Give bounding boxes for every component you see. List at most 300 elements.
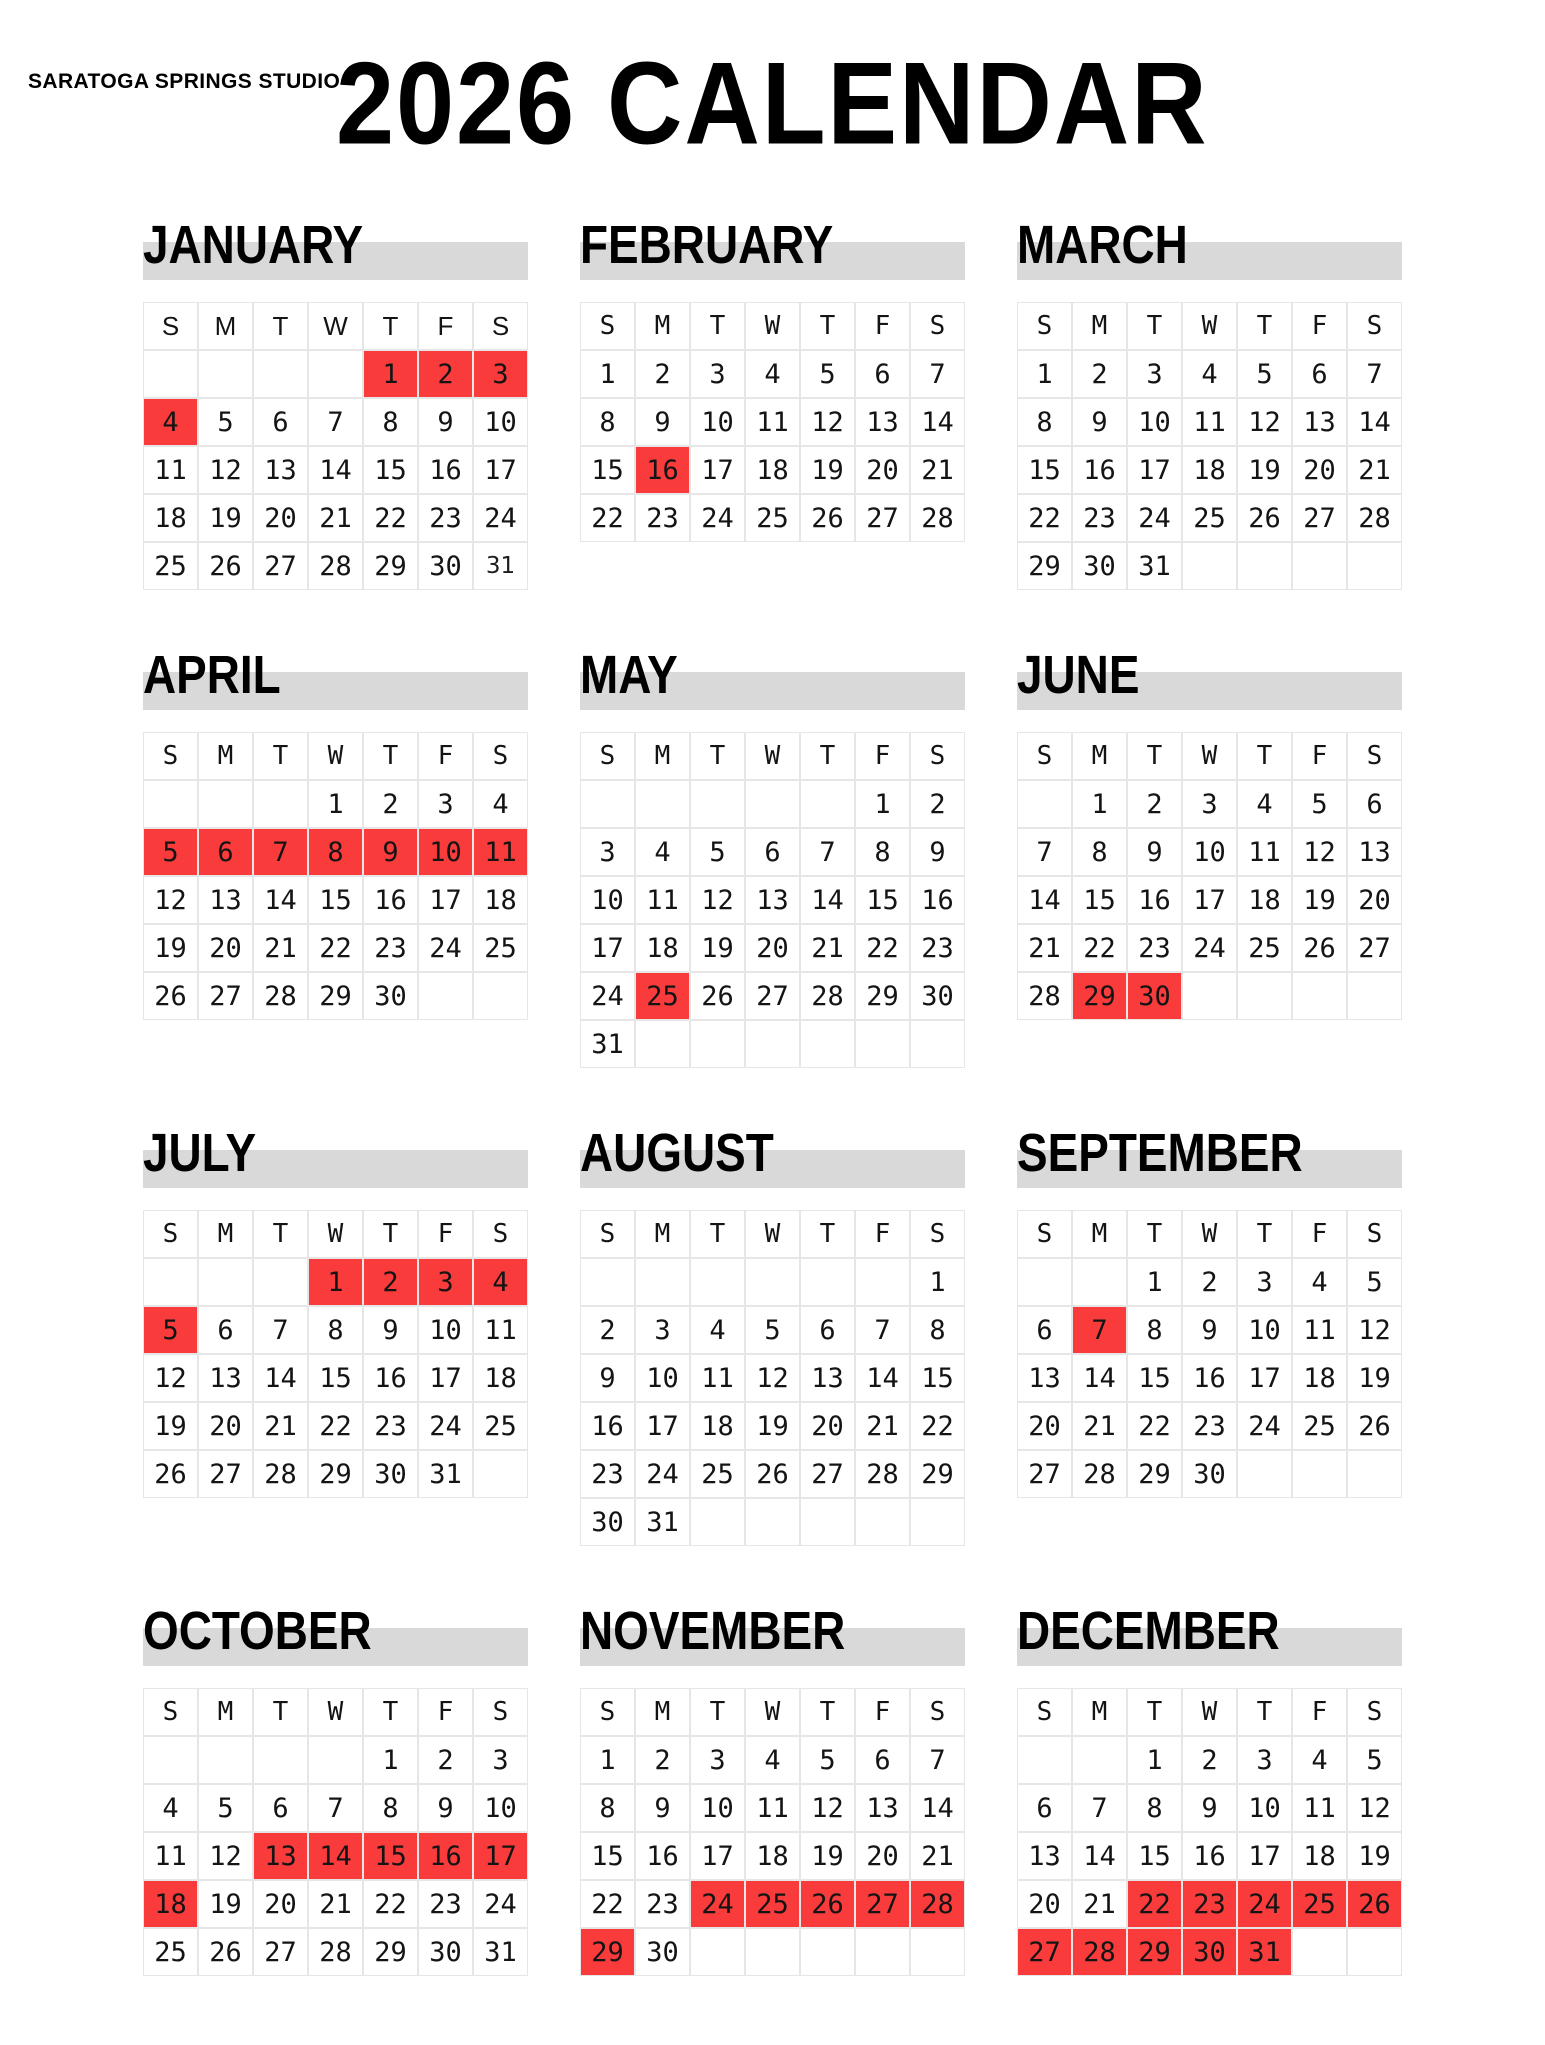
day-cell: 17 [690,446,745,494]
day-cell: 10 [418,1306,473,1354]
day-cell: 11 [1237,828,1292,876]
weekday-header-cell: W [745,732,800,780]
day-cell-empty [690,1020,745,1068]
day-cell-empty [418,972,473,1020]
weekday-header-row [580,1688,965,1736]
day-cell: 22 [308,1402,363,1450]
day-cell: 31 [1127,542,1182,590]
day-cell: 2 [580,1306,635,1354]
day-cell-empty [855,1258,910,1306]
month-grid [580,1210,965,1546]
day-cell-highlighted: 25 [635,972,690,1020]
day-cell: 12 [1292,828,1347,876]
day-cell-empty [580,780,635,828]
week-row [1017,1736,1402,1784]
day-cell: 14 [308,446,363,494]
weekday-header-cell: S [473,1210,528,1258]
day-cell-highlighted: 2 [363,1258,418,1306]
week-row [580,1784,965,1832]
month-block-october [143,1600,528,1976]
day-cell-empty [1017,1736,1072,1784]
day-cell: 31 [580,1020,635,1068]
week-row [1017,780,1402,828]
day-cell-highlighted: 16 [635,446,690,494]
day-cell: 29 [363,1928,418,1976]
day-cell: 26 [198,542,253,590]
weekday-header-cell: W [308,1210,363,1258]
day-cell: 13 [1017,1354,1072,1402]
day-cell-highlighted: 11 [473,828,528,876]
day-cell-highlighted: 17 [473,1832,528,1880]
day-cell: 4 [745,350,800,398]
weekday-header-cell: W [745,302,800,350]
day-cell: 19 [1237,446,1292,494]
day-cell: 22 [1072,924,1127,972]
day-cell: 1 [580,1736,635,1784]
month-name: MAY [580,645,678,705]
day-cell: 30 [418,542,473,590]
weekday-header-cell: S [1017,1210,1072,1258]
day-cell: 18 [745,1832,800,1880]
day-cell: 22 [363,494,418,542]
day-cell: 26 [143,972,198,1020]
day-cell: 12 [690,876,745,924]
weekday-header-cell: S [1017,732,1072,780]
month-grid [143,1210,528,1498]
day-cell: 28 [1017,972,1072,1020]
day-cell: 8 [855,828,910,876]
day-cell: 3 [635,1306,690,1354]
day-cell: 30 [418,1928,473,1976]
day-cell-highlighted: 7 [253,828,308,876]
weekday-header-row [143,1210,528,1258]
day-cell: 26 [1237,494,1292,542]
day-cell: 15 [580,446,635,494]
day-cell: 18 [1237,876,1292,924]
day-cell: 25 [473,924,528,972]
day-cell-highlighted: 9 [363,828,418,876]
day-cell: 24 [1182,924,1237,972]
weekday-header-row [143,732,528,780]
day-cell: 26 [800,494,855,542]
day-cell: 12 [1237,398,1292,446]
day-cell: 2 [1182,1736,1237,1784]
day-cell: 18 [143,494,198,542]
day-cell: 27 [1292,494,1347,542]
day-cell: 25 [143,1928,198,1976]
day-cell: 28 [1347,494,1402,542]
week-row [580,1020,965,1068]
day-cell-empty [910,1020,965,1068]
month-block-july [143,1122,528,1498]
day-cell: 9 [418,398,473,446]
day-cell-empty [198,780,253,828]
weekday-header-cell: T [1127,302,1182,350]
weekday-header-row [143,1688,528,1736]
day-cell-highlighted: 1 [363,350,418,398]
day-cell: 5 [1347,1736,1402,1784]
day-cell-empty [690,780,745,828]
day-cell: 20 [745,924,800,972]
day-cell: 3 [690,350,745,398]
day-cell: 9 [635,1784,690,1832]
day-cell-empty [800,1498,855,1546]
day-cell: 27 [800,1450,855,1498]
day-cell: 6 [745,828,800,876]
day-cell: 18 [1292,1832,1347,1880]
day-cell: 11 [1292,1306,1347,1354]
day-cell-highlighted: 10 [418,828,473,876]
day-cell: 20 [800,1402,855,1450]
day-cell: 24 [690,494,745,542]
day-cell-empty [690,1498,745,1546]
weekday-header-cell: M [635,732,690,780]
day-cell-empty [580,1258,635,1306]
day-cell: 27 [198,1450,253,1498]
day-cell: 7 [1347,350,1402,398]
day-cell-highlighted: 3 [418,1258,473,1306]
day-cell-empty [253,1258,308,1306]
weekday-header-cell: S [1017,302,1072,350]
day-cell-empty [800,1258,855,1306]
day-cell-empty [855,1020,910,1068]
day-cell-highlighted: 14 [308,1832,363,1880]
day-cell-highlighted: 24 [690,1880,745,1928]
day-cell: 19 [143,1402,198,1450]
day-cell-empty [143,1258,198,1306]
day-cell: 23 [1072,494,1127,542]
month-name: DECEMBER [1017,1601,1280,1661]
weekday-header-cell: S [910,302,965,350]
day-cell-empty [910,1928,965,1976]
week-row [580,828,965,876]
weekday-header-cell: S [580,302,635,350]
week-row [143,1928,528,1976]
day-cell: 12 [198,446,253,494]
week-row [143,1736,528,1784]
day-cell-empty [1237,972,1292,1020]
week-row [580,972,965,1020]
month-title [1017,214,1402,276]
day-cell-highlighted: 27 [1017,1928,1072,1976]
day-cell: 8 [1127,1784,1182,1832]
month-block-august [580,1122,965,1546]
day-cell: 16 [1182,1832,1237,1880]
day-cell: 16 [1072,446,1127,494]
day-cell: 10 [473,398,528,446]
day-cell: 13 [1347,828,1402,876]
day-cell-highlighted: 25 [1292,1880,1347,1928]
day-cell: 9 [910,828,965,876]
week-row [143,876,528,924]
day-cell: 7 [1017,828,1072,876]
day-cell: 5 [800,1736,855,1784]
day-cell: 7 [253,1306,308,1354]
day-cell: 1 [855,780,910,828]
month-block-march [1017,214,1402,590]
weekday-header-cell: T [1237,1688,1292,1736]
day-cell: 16 [363,876,418,924]
day-cell-highlighted: 15 [363,1832,418,1880]
day-cell-highlighted: 4 [473,1258,528,1306]
day-cell: 13 [855,398,910,446]
day-cell: 22 [363,1880,418,1928]
week-row [580,924,965,972]
day-cell: 8 [1127,1306,1182,1354]
day-cell: 22 [855,924,910,972]
day-cell: 21 [308,494,363,542]
day-cell: 28 [1072,1450,1127,1498]
day-cell: 25 [1182,494,1237,542]
day-cell: 31 [635,1498,690,1546]
month-grid [1017,732,1402,1020]
weekday-header-cell: F [418,1688,473,1736]
day-cell: 22 [1127,1402,1182,1450]
weekday-header-cell: T [1237,302,1292,350]
day-cell: 7 [308,398,363,446]
week-row [1017,542,1402,590]
weekday-header-cell: M [198,302,253,350]
weekday-header-cell: M [635,1688,690,1736]
day-cell-empty [308,1736,363,1784]
day-cell: 29 [910,1450,965,1498]
day-cell-empty [855,1498,910,1546]
day-cell: 11 [745,398,800,446]
day-cell: 22 [910,1402,965,1450]
day-cell: 5 [745,1306,800,1354]
month-grid [580,302,965,542]
day-cell-highlighted: 29 [1072,972,1127,1020]
day-cell: 23 [418,1880,473,1928]
day-cell: 20 [253,494,308,542]
day-cell: 24 [473,1880,528,1928]
day-cell: 23 [363,924,418,972]
weekday-header-cell: F [855,1210,910,1258]
day-cell: 6 [800,1306,855,1354]
week-row [580,350,965,398]
day-cell-highlighted: 3 [473,350,528,398]
month-title [580,1600,965,1662]
day-cell: 10 [1237,1306,1292,1354]
week-row [1017,446,1402,494]
calendar-poster [0,38,1545,2045]
weekday-header-cell: M [1072,1688,1127,1736]
week-row [580,876,965,924]
day-cell: 15 [1127,1832,1182,1880]
day-cell: 23 [363,1402,418,1450]
day-cell: 24 [473,494,528,542]
day-cell: 5 [198,1784,253,1832]
day-cell: 20 [855,1832,910,1880]
day-cell: 5 [800,350,855,398]
weekday-header-cell: S [143,732,198,780]
weekday-header-cell: T [1127,732,1182,780]
day-cell-highlighted: 24 [1237,1880,1292,1928]
month-name: JANUARY [143,215,364,275]
day-cell: 4 [745,1736,800,1784]
day-cell: 2 [635,350,690,398]
day-cell: 16 [363,1354,418,1402]
day-cell: 30 [910,972,965,1020]
day-cell: 22 [1017,494,1072,542]
week-row [580,1402,965,1450]
day-cell: 1 [308,780,363,828]
day-cell: 12 [745,1354,800,1402]
weekday-header-cell: T [690,302,745,350]
day-cell: 13 [855,1784,910,1832]
month-grid [1017,302,1402,590]
day-cell: 9 [418,1784,473,1832]
day-cell-highlighted: 13 [253,1832,308,1880]
week-row [580,1928,965,1976]
day-cell: 24 [1127,494,1182,542]
month-title [1017,1600,1402,1662]
weekday-header-cell: F [1292,1210,1347,1258]
day-cell-empty [745,1498,800,1546]
day-cell: 15 [580,1832,635,1880]
week-row [1017,398,1402,446]
day-cell: 27 [1017,1450,1072,1498]
day-cell-highlighted: 5 [143,1306,198,1354]
weekday-header-cell: W [1182,1688,1237,1736]
weekday-header-cell: T [690,1210,745,1258]
day-cell: 6 [1292,350,1347,398]
month-block-january [143,214,528,590]
week-row [143,924,528,972]
day-cell: 21 [308,1880,363,1928]
week-row [1017,1354,1402,1402]
day-cell: 17 [1127,446,1182,494]
day-cell-highlighted: 25 [745,1880,800,1928]
day-cell-highlighted: 31 [1237,1928,1292,1976]
weekday-header-cell: M [198,732,253,780]
day-cell: 11 [745,1784,800,1832]
day-cell: 14 [800,876,855,924]
day-cell: 11 [1182,398,1237,446]
weekday-header-cell: S [473,1688,528,1736]
day-cell: 15 [1072,876,1127,924]
week-row [580,1832,965,1880]
weekday-header-cell: S [580,732,635,780]
day-cell-empty [745,1258,800,1306]
day-cell: 6 [855,1736,910,1784]
weekday-header-cell: W [308,1688,363,1736]
month-title [1017,644,1402,706]
day-cell: 5 [1237,350,1292,398]
day-cell: 13 [1017,1832,1072,1880]
day-cell: 13 [198,876,253,924]
weekday-header-cell: W [745,1688,800,1736]
day-cell: 3 [1237,1258,1292,1306]
month-block-may [580,644,965,1068]
day-cell-highlighted: 30 [1182,1928,1237,1976]
day-cell: 21 [1072,1880,1127,1928]
day-cell: 7 [308,1784,363,1832]
day-cell: 24 [580,972,635,1020]
week-row [580,1498,965,1546]
month-grid [1017,1688,1402,1976]
day-cell: 7 [910,1736,965,1784]
day-cell: 30 [580,1498,635,1546]
day-cell: 18 [635,924,690,972]
day-cell: 11 [143,446,198,494]
weekday-header-cell: T [1237,1210,1292,1258]
month-grid [580,732,965,1068]
day-cell-highlighted: 26 [1347,1880,1402,1928]
day-cell-empty [1347,972,1402,1020]
week-row [1017,1402,1402,1450]
day-cell-highlighted: 26 [800,1880,855,1928]
day-cell: 19 [800,1832,855,1880]
week-row [1017,1306,1402,1354]
day-cell: 25 [1292,1402,1347,1450]
day-cell: 9 [580,1354,635,1402]
day-cell: 30 [1072,542,1127,590]
day-cell: 9 [1127,828,1182,876]
day-cell: 29 [308,1450,363,1498]
day-cell: 14 [1017,876,1072,924]
day-cell: 26 [1347,1402,1402,1450]
weekday-header-cell: S [910,1210,965,1258]
day-cell-empty [308,350,363,398]
day-cell-empty [1017,1258,1072,1306]
week-row [580,1450,965,1498]
day-cell: 28 [800,972,855,1020]
day-cell: 30 [363,1450,418,1498]
weekday-header-cell: T [363,1688,418,1736]
day-cell: 3 [1182,780,1237,828]
day-cell: 12 [800,1784,855,1832]
day-cell: 21 [855,1402,910,1450]
day-cell: 19 [198,1880,253,1928]
month-title [143,1122,528,1184]
day-cell-empty [855,1928,910,1976]
day-cell-highlighted: 18 [143,1880,198,1928]
day-cell-empty [745,1928,800,1976]
day-cell: 28 [308,1928,363,1976]
day-cell: 6 [855,350,910,398]
weekday-header-cell: S [910,1688,965,1736]
day-cell: 26 [143,1450,198,1498]
day-cell: 12 [1347,1784,1402,1832]
weekday-header-cell: W [308,732,363,780]
day-cell: 8 [580,1784,635,1832]
week-row [143,1880,528,1928]
day-cell-empty [1292,1928,1347,1976]
weekday-header-cell: M [1072,732,1127,780]
day-cell-empty [690,1928,745,1976]
day-cell: 12 [198,1832,253,1880]
day-cell-empty [800,780,855,828]
week-row [143,1402,528,1450]
day-cell: 20 [1017,1402,1072,1450]
day-cell: 21 [910,1832,965,1880]
day-cell: 2 [363,780,418,828]
month-name: APRIL [143,645,281,705]
week-row [1017,1832,1402,1880]
day-cell: 10 [473,1784,528,1832]
weekday-header-cell: F [855,302,910,350]
day-cell-highlighted: 28 [1072,1928,1127,1976]
weekday-header-cell: T [253,302,308,350]
month-name: OCTOBER [143,1601,372,1661]
day-cell: 25 [690,1450,745,1498]
day-cell-highlighted: 22 [1127,1880,1182,1928]
day-cell: 22 [580,1880,635,1928]
day-cell: 17 [418,1354,473,1402]
month-name: NOVEMBER [580,1601,846,1661]
weekday-header-cell: S [580,1688,635,1736]
